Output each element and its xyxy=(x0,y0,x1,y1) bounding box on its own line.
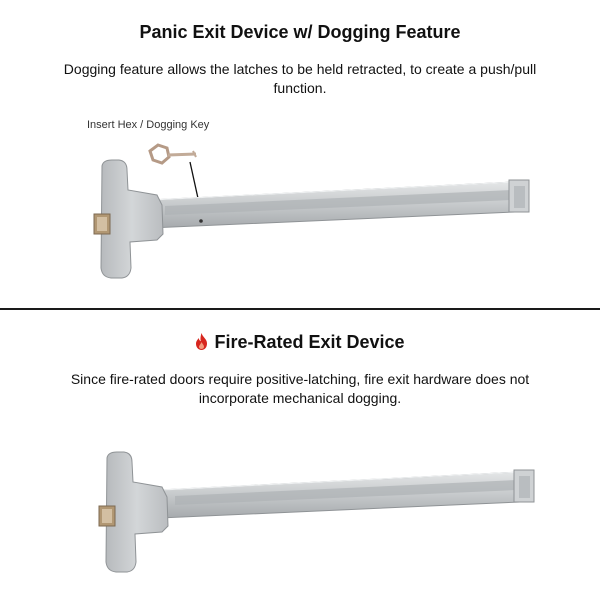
dogging-key-callout-label: Insert Hex / Dogging Key xyxy=(87,119,210,131)
panic-push-bar xyxy=(150,180,529,228)
fire-section-title: Fire-Rated Exit Device xyxy=(214,332,405,352)
panic-section-description: Dogging feature allows the latches to be held retracted, to create a push/pull function. xyxy=(63,61,537,96)
panic-device-head xyxy=(94,160,163,278)
hex-dogging-key-icon xyxy=(150,145,196,163)
fire-description-line-1: Since fire-rated doors require positive-latching, fire exit hardware does not xyxy=(70,371,530,387)
fire-rated-exit-device-illustration xyxy=(0,310,600,600)
fire-rated-push-bar xyxy=(160,470,534,518)
fire-rated-section xyxy=(0,310,600,600)
dogging-hole xyxy=(199,219,203,223)
panic-section-title: Panic Exit Device w/ Dogging Feature xyxy=(139,22,461,42)
fire-description-line-2: incorporate mechanical dogging. xyxy=(198,390,402,406)
fire-rated-device-head xyxy=(99,452,168,572)
